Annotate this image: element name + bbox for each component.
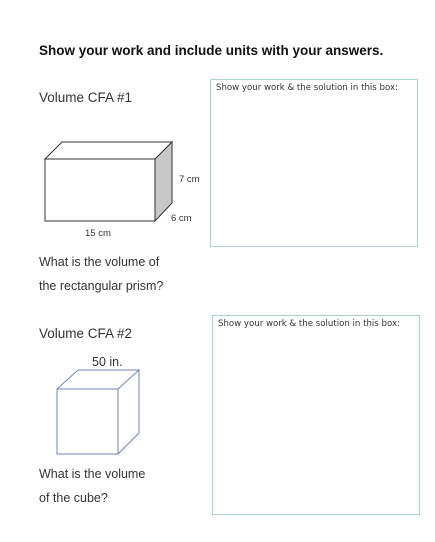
problem-2-question [39,462,145,510]
prism-length-label: 15 cm [85,228,111,239]
problem-2-question-line-2: of the cube? [39,491,108,505]
problem-1-question-line-2: the rectangular prism? [39,279,164,293]
prism-height-label: 7 cm [179,174,200,185]
problem-1-answer-box-label: Show your work & the solution in this box: [216,83,398,93]
instructions: Show your work and include units with your answers. [39,43,384,58]
problem-2-question-line-1: What is the volume [39,467,146,481]
problem-2-answer-box-label: Show your work & the solution in this box: [218,319,400,329]
cube-edge-label: 50 in. [92,355,123,369]
problem-1-title: Volume CFA #1 [39,90,133,105]
cube-front-face [57,389,118,454]
cube-right-face [118,370,139,454]
problem-2-answer-box[interactable] [212,315,420,515]
problem-2-title: Volume CFA #2 [39,326,133,341]
problem-1-question-line-1: What is the volume of [39,255,160,269]
prism-depth-label: 6 cm [171,213,192,224]
cube-top-face [57,370,139,389]
